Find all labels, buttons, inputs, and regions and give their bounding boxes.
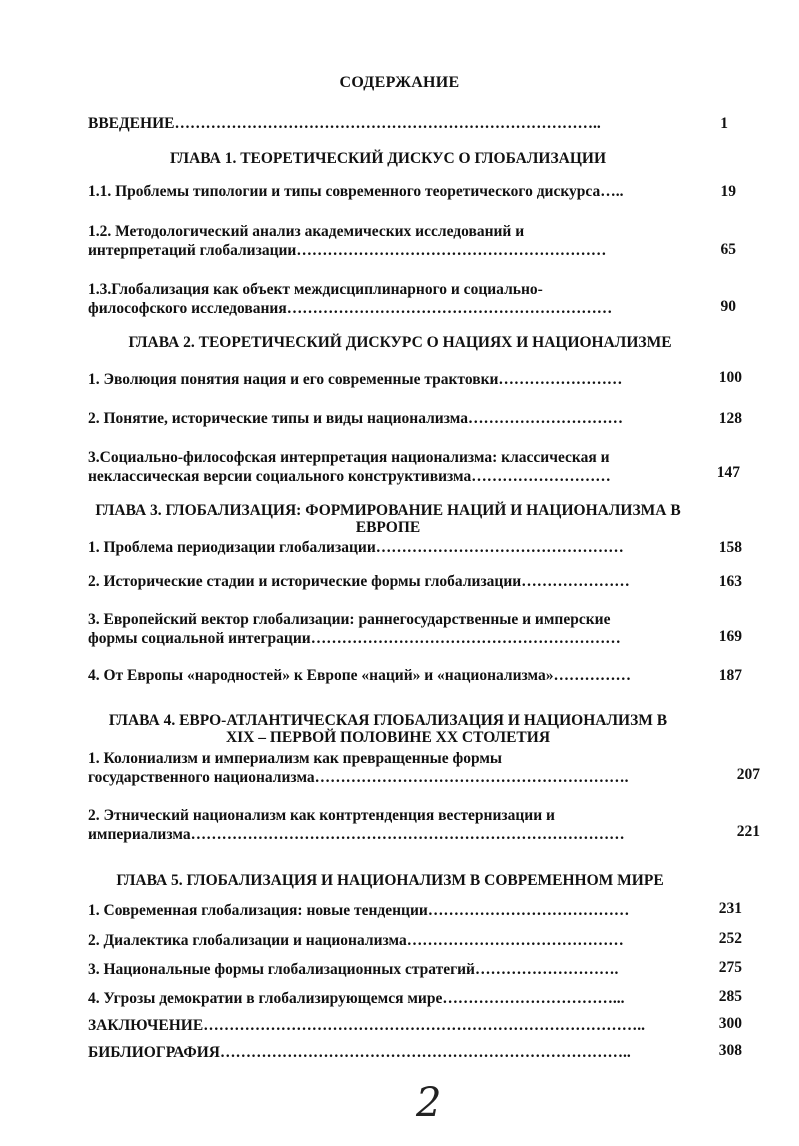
toc-entry-4-2[interactable]	[88, 806, 760, 846]
chapter-heading-2: ГЛАВА 2. ТЕОРЕТИЧЕСКИЙ ДИСКУРС О НАЦИЯХ И НАЦИОНАЛИЗМЕ	[128, 334, 672, 351]
toc-page-number: 65	[720, 241, 736, 258]
toc-page-number: 1	[720, 115, 728, 132]
chapter-heading-1: ГЛАВА 1. ТЕОРЕТИЧЕСКИЙ ДИСКУС О ГЛОБАЛИЗАЦИИ	[170, 150, 606, 167]
toc-entry-bibliography[interactable]	[88, 1043, 748, 1063]
toc-entry-text: 1.1. Проблемы типологии и типы современного теоретического дискурса…..	[88, 183, 624, 200]
toc-entry-5-4[interactable]	[88, 989, 748, 1009]
toc-entry-1-1[interactable]	[88, 182, 748, 202]
toc-entry-1-3[interactable]	[88, 280, 748, 320]
toc-page-number: 300	[718, 1015, 742, 1032]
toc-entry-4-1[interactable]	[88, 749, 760, 789]
toc-page-number: 100	[718, 369, 742, 386]
toc-entry-3-3[interactable]	[88, 610, 748, 650]
toc-page-number: 158	[718, 539, 742, 556]
toc-entry-text-cont: неклассическая версии социального конструктивизма………………………	[88, 468, 611, 485]
toc-entry-text: 2. Этнический национализм как контртенденция вестернизации и	[88, 807, 555, 824]
toc-entry-3-1[interactable]	[88, 538, 748, 558]
chapter-heading-line: XIX – ПЕРВОЙ ПОЛОВИНЕ XX СТОЛЕТИЯ	[225, 729, 551, 746]
toc-entry-text-cont: государственного национализма…………………………………………………….	[88, 769, 629, 786]
toc-entry-text: 1. Колониализм и империализм как превращенные формы	[88, 750, 503, 767]
page-title: СОДЕРЖАНИЕ	[339, 74, 460, 91]
toc-entry-text: 3.Социально-философская интерпретация национализма: классическая и	[88, 449, 610, 466]
toc-entry-text: 4. Угрозы демократии в глобализирующемся мире……………………………...	[88, 990, 625, 1007]
toc-page-number: 207	[736, 766, 760, 783]
toc-entry-intro[interactable]	[88, 114, 748, 134]
toc-entry-text-cont: философского исследования………………………………………………………	[88, 300, 613, 317]
toc-page-number: 308	[718, 1042, 742, 1059]
chapter-heading-4	[86, 712, 690, 746]
toc-entry-text: 1.3.Глобализация как объект междисциплинарного и социально-	[88, 281, 543, 298]
toc-entry-3-2[interactable]	[88, 572, 748, 592]
toc-page-number: 19	[720, 183, 736, 200]
toc-entry-text: ЗАКЛЮЧЕНИЕ…………………………………………………………………………..	[88, 1017, 645, 1034]
toc-entry-2-3[interactable]	[88, 448, 748, 488]
toc-entry-text: 2. Понятие, исторические типы и виды национализма…………………………	[88, 410, 623, 427]
handwritten-page-number: 2	[416, 1080, 442, 1126]
toc-entry-5-1[interactable]	[88, 901, 748, 921]
chapter-heading-line: ЕВРОПЕ	[355, 519, 421, 536]
toc-entry-text: 2. Исторические стадии и исторические формы глобализации…………………	[88, 573, 630, 590]
chapter-heading-line: ГЛАВА 3. ГЛОБАЛИЗАЦИЯ: ФОРМИРОВАНИЕ НАЦИЙ И НАЦИОНАЛИЗМА В	[95, 502, 681, 519]
toc-page-number: 169	[718, 628, 742, 645]
toc-entry-text: 4. От Европы «народностей» к Европе «наций» и «национализма»……………	[88, 667, 632, 684]
toc-entry-text-cont: формы социальной интеграции……………………………………………………	[88, 630, 621, 647]
toc-page-number: 163	[718, 573, 742, 590]
toc-entry-text: 3. Национальные формы глобализационных стратегий……………………….	[88, 961, 619, 978]
toc-entry-text: 3. Европейский вектор глобализации: раннегосударственные и имперские	[88, 611, 611, 628]
toc-entry-text: 1. Эволюция понятия нация и его современные трактовки……………………	[88, 371, 623, 388]
toc-entry-text: БИБЛИОГРАФИЯ……………………………………………………………………..	[88, 1044, 631, 1061]
toc-page-number: 128	[718, 410, 742, 427]
toc-entry-5-2[interactable]	[88, 931, 748, 951]
toc-entry-text: 1. Проблема периодизации глобализации…………………………………………	[88, 539, 624, 556]
toc-entry-text: ВВЕДЕНИЕ………………………………………………………………………..	[88, 115, 601, 132]
toc-entry-text: 1.2. Методологический анализ академических исследований и	[88, 223, 525, 240]
chapter-heading-5: ГЛАВА 5. ГЛОБАЛИЗАЦИЯ И НАЦИОНАЛИЗМ В СОВРЕМЕННОМ МИРЕ	[116, 872, 664, 889]
toc-entry-2-1[interactable]	[88, 370, 748, 390]
toc-page-number: 221	[736, 823, 760, 840]
toc-page-number: 285	[718, 988, 742, 1005]
toc-entry-2-2[interactable]	[88, 409, 748, 429]
toc-page-number: 90	[720, 298, 736, 315]
toc-page-number: 252	[718, 930, 742, 947]
toc-entry-5-3[interactable]	[88, 960, 748, 980]
toc-page-number: 187	[718, 667, 742, 684]
toc-entry-text-cont: интерпретаций глобализации……………………………………………………	[88, 242, 607, 259]
toc-page-number: 147	[716, 464, 740, 481]
chapter-heading-3	[86, 502, 690, 536]
toc-page-number: 231	[718, 900, 742, 917]
toc-entry-text-cont: империализма…………………………………………………………………………	[88, 826, 625, 843]
toc-entry-text: 1. Современная глобализация: новые тенденции…………………………………	[88, 902, 630, 919]
toc-entry-text: 2. Диалектика глобализации и национализма……………………………………	[88, 932, 624, 949]
toc-page-number: 275	[718, 959, 742, 976]
toc-entry-conclusion[interactable]	[88, 1016, 748, 1036]
toc-entry-3-4[interactable]	[88, 666, 748, 686]
toc-entry-1-2[interactable]	[88, 222, 748, 262]
chapter-heading-line: ГЛАВА 4. ЕВРО-АТЛАНТИЧЕСКАЯ ГЛОБАЛИЗАЦИЯ И НАЦИОНАЛИЗМ В	[108, 712, 668, 729]
